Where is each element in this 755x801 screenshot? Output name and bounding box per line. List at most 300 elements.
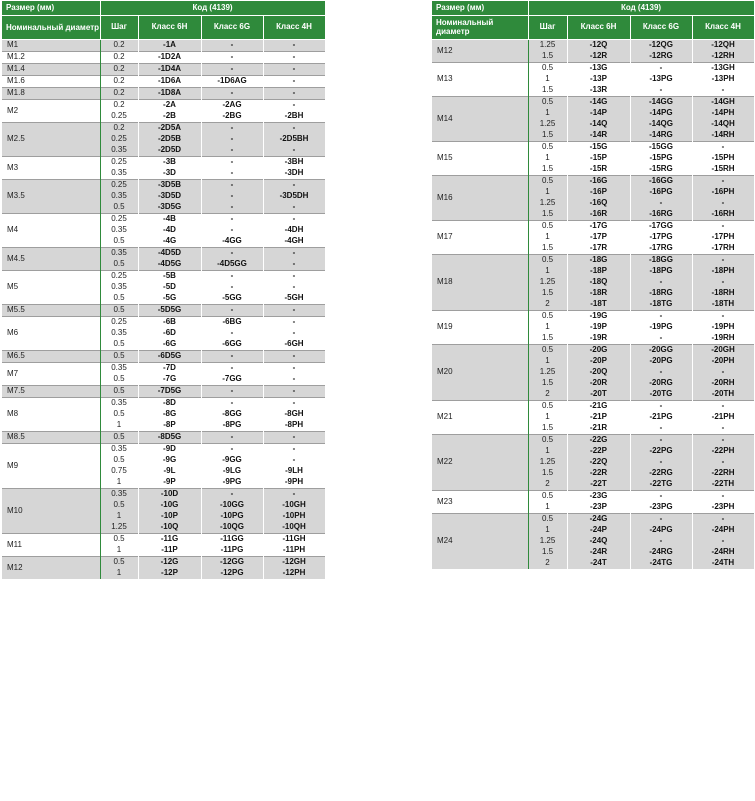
- table-row: [432, 513, 754, 525]
- table-row: [432, 220, 754, 232]
- thread-code-table-right: [432, 1, 755, 569]
- pitch-cell: 1: [100, 477, 138, 489]
- pitch-cell: 1: [528, 153, 567, 164]
- class-6g-cell: -18RG: [630, 288, 692, 299]
- pitch-cell: 1.5: [528, 164, 567, 176]
- pitch-cell: 2: [528, 299, 567, 311]
- class-6g-cell: -11GG: [201, 533, 263, 545]
- class-6h-cell: -16P: [567, 187, 630, 198]
- pitch-cell: 0.5: [100, 385, 138, 397]
- class-4h-cell: -8GH: [263, 409, 325, 420]
- pitch-cell: 0.75: [100, 466, 138, 477]
- class-6g-cell: -6BG: [201, 316, 263, 328]
- class-6g-cell: -6GG: [201, 339, 263, 351]
- class-4h-cell: -10QH: [263, 522, 325, 534]
- class-6h-cell: -9P: [138, 477, 201, 489]
- class-6g-cell: -2BG: [201, 111, 263, 123]
- pitch-cell: 1.5: [528, 468, 567, 479]
- class-6h-cell: -10P: [138, 511, 201, 522]
- pitch-cell: 2: [528, 558, 567, 569]
- class-4h-cell: -: [692, 367, 754, 378]
- class-4h-cell: -23PH: [692, 502, 754, 514]
- table-row: [2, 179, 325, 191]
- pitch-cell: 1.5: [528, 209, 567, 221]
- class-6h-cell: -5G: [138, 293, 201, 305]
- table-row: [2, 350, 325, 362]
- pitch-cell: 0.5: [100, 409, 138, 420]
- pitch-cell: 0.2: [100, 51, 138, 63]
- class-6g-cell: -: [201, 443, 263, 455]
- pitch-cell: 1.5: [528, 85, 567, 97]
- pitch-cell: 1.5: [528, 378, 567, 389]
- table-row: [432, 141, 754, 153]
- class-6h-cell: -22R: [567, 468, 630, 479]
- class-6h-cell: -12R: [567, 51, 630, 63]
- class-4h-cell: -: [692, 490, 754, 502]
- class-6h-cell: -2B: [138, 111, 201, 123]
- table-row: [432, 96, 754, 108]
- class-4h-cell: -: [692, 310, 754, 322]
- table-row: [2, 385, 325, 397]
- class-6h-cell: -18G: [567, 254, 630, 266]
- class-6g-cell: -14RG: [630, 130, 692, 142]
- class-4h-cell: -: [692, 513, 754, 525]
- class-6h-cell: -20Q: [567, 367, 630, 378]
- pitch-cell: 0.5: [528, 141, 567, 153]
- class-6g-cell: -4D5GG: [201, 259, 263, 271]
- class-6h-cell: -24T: [567, 558, 630, 569]
- class-6g-cell: -: [201, 202, 263, 214]
- class-6h-cell: -4G: [138, 236, 201, 248]
- class-6g-cell: -11PG: [201, 545, 263, 557]
- class-6h-cell: -18T: [567, 299, 630, 311]
- class-6h-cell: -13G: [567, 62, 630, 74]
- class-4h-cell: -9PH: [263, 477, 325, 489]
- class-4h-cell: -: [263, 443, 325, 455]
- pitch-cell: 0.25: [100, 134, 138, 145]
- class-6g-cell: -: [201, 247, 263, 259]
- class-6h-cell: -7D: [138, 362, 201, 374]
- class-4h-cell: -: [692, 198, 754, 209]
- class-6g-cell: -20PG: [630, 356, 692, 367]
- class-4h-cell: -12GH: [263, 556, 325, 568]
- class-4h-cell: -: [692, 277, 754, 288]
- class-6h-cell: -2A: [138, 99, 201, 111]
- class-4h-cell: -16RH: [692, 209, 754, 221]
- size-cell: M3: [2, 156, 100, 179]
- size-cell: M1.2: [2, 51, 100, 63]
- pitch-cell: 0.5: [100, 304, 138, 316]
- table-row: [2, 122, 325, 134]
- class-6h-cell: -7D5G: [138, 385, 201, 397]
- table-row: [2, 270, 325, 282]
- class-6g-cell: -: [201, 134, 263, 145]
- class-6g-cell: -8PG: [201, 420, 263, 432]
- class-4h-cell: -17RH: [692, 243, 754, 255]
- size-cell: M2.5: [2, 122, 100, 156]
- class-6h-cell: -16G: [567, 175, 630, 187]
- class-6h-cell: -24P: [567, 525, 630, 536]
- pitch-cell: 0.5: [528, 513, 567, 525]
- class-6h-cell: -6B: [138, 316, 201, 328]
- pitch-cell: 2: [528, 389, 567, 401]
- pitch-cell: 0.25: [100, 316, 138, 328]
- class-4h-cell: -17PH: [692, 232, 754, 243]
- table-row: [2, 63, 325, 75]
- pitch-cell: 2: [528, 479, 567, 491]
- table-row: [2, 397, 325, 409]
- class-4h-cell: -18TH: [692, 299, 754, 311]
- pitch-cell: 0.35: [100, 397, 138, 409]
- class-6g-cell: -20TG: [630, 389, 692, 401]
- class-6h-cell: -17G: [567, 220, 630, 232]
- class-6g-cell: -: [201, 431, 263, 443]
- class-6g-cell: -16RG: [630, 209, 692, 221]
- class-6g-cell: -4GG: [201, 236, 263, 248]
- table-row: [432, 490, 754, 502]
- class-4h-cell: -: [692, 254, 754, 266]
- class-6g-cell: -18TG: [630, 299, 692, 311]
- pitch-cell: 1.25: [528, 39, 567, 51]
- class-6h-cell: -20P: [567, 356, 630, 367]
- pitch-cell: 1.5: [528, 51, 567, 63]
- class-6h-cell: -9D: [138, 443, 201, 455]
- pitch-cell: 0.2: [100, 99, 138, 111]
- class-4h-cell: -: [692, 141, 754, 153]
- pitch-cell: 1: [528, 322, 567, 333]
- class-6g-cell: -14PG: [630, 108, 692, 119]
- pitch-cell: 1.5: [528, 130, 567, 142]
- table-row: [2, 362, 325, 374]
- class-4h-cell: -20PH: [692, 356, 754, 367]
- class-6h-cell: -5D5G: [138, 304, 201, 316]
- pitch-cell: 0.5: [100, 350, 138, 362]
- class-6h-cell: -13R: [567, 85, 630, 97]
- class-6g-cell: -20GG: [630, 344, 692, 356]
- class-4h-cell: -: [263, 122, 325, 134]
- pitch-cell: 1: [528, 502, 567, 514]
- class-4h-header: Класс 4H: [692, 15, 754, 39]
- class-4h-cell: -: [263, 328, 325, 339]
- size-cell: M15: [432, 141, 528, 175]
- class-6g-cell: -: [201, 179, 263, 191]
- class-4h-cell: -: [263, 431, 325, 443]
- class-6g-cell: -10PG: [201, 511, 263, 522]
- pitch-cell: 0.5: [100, 556, 138, 568]
- size-cell: M16: [432, 175, 528, 220]
- pitch-cell: 0.2: [100, 39, 138, 51]
- class-6g-cell: -22RG: [630, 468, 692, 479]
- size-cell: M7.5: [2, 385, 100, 397]
- class-6h-cell: -24Q: [567, 536, 630, 547]
- table-row: [432, 62, 754, 74]
- class-4h-cell: -: [263, 455, 325, 466]
- class-6g-cell: -1D6AG: [201, 75, 263, 87]
- class-6h-cell: -10G: [138, 500, 201, 511]
- size-cell: M6: [2, 316, 100, 350]
- class-4h-cell: -12QH: [692, 39, 754, 51]
- class-6g-cell: -16GG: [630, 175, 692, 187]
- pitch-cell: 0.5: [528, 490, 567, 502]
- class-6h-cell: -1A: [138, 39, 201, 51]
- class-6g-cell: -: [201, 362, 263, 374]
- class-4h-cell: -: [263, 316, 325, 328]
- class-6h-cell: -20G: [567, 344, 630, 356]
- nominal-diameter-header: Номинальный диаметр: [432, 15, 528, 39]
- pitch-cell: 0.5: [528, 344, 567, 356]
- size-cell: M11: [2, 533, 100, 556]
- class-4h-cell: -18PH: [692, 266, 754, 277]
- class-4h-cell: -: [692, 85, 754, 97]
- class-6g-cell: -: [201, 385, 263, 397]
- pitch-cell: 0.5: [100, 236, 138, 248]
- class-6g-cell: -10GG: [201, 500, 263, 511]
- class-6h-cell: -3D5B: [138, 179, 201, 191]
- pitch-cell: 1.25: [528, 277, 567, 288]
- class-6g-cell: -: [201, 122, 263, 134]
- class-6h-header: Класс 6H: [138, 15, 201, 39]
- class-6h-cell: -18P: [567, 266, 630, 277]
- pitch-cell: 0.25: [100, 270, 138, 282]
- class-6h-cell: -1D8A: [138, 87, 201, 99]
- class-4h-cell: -: [263, 213, 325, 225]
- pitch-cell: 1: [528, 187, 567, 198]
- class-6h-cell: -12P: [138, 568, 201, 579]
- pitch-cell: 0.2: [100, 63, 138, 75]
- class-6g-cell: -2AG: [201, 99, 263, 111]
- class-6g-cell: -: [201, 328, 263, 339]
- class-6g-cell: -: [201, 397, 263, 409]
- class-6g-cell: -12QG: [630, 39, 692, 51]
- pitch-cell: 0.5: [528, 434, 567, 446]
- class-6g-cell: -: [201, 63, 263, 75]
- pitch-cell: 1: [528, 108, 567, 119]
- pitch-cell: 1.5: [528, 547, 567, 558]
- pitch-cell: 0.35: [100, 168, 138, 180]
- class-6g-cell: -: [201, 156, 263, 168]
- class-6g-cell: -24PG: [630, 525, 692, 536]
- thread-code-table-left: [2, 1, 326, 579]
- table-row: [2, 316, 325, 328]
- pitch-cell: 1.25: [100, 522, 138, 534]
- class-6g-cell: -17RG: [630, 243, 692, 255]
- class-6g-cell: -18PG: [630, 266, 692, 277]
- table-row: [2, 247, 325, 259]
- class-6g-cell: -: [630, 400, 692, 412]
- pitch-cell: 0.5: [528, 220, 567, 232]
- class-6g-cell: -15PG: [630, 153, 692, 164]
- table-row: [432, 400, 754, 412]
- pitch-cell: 1.25: [528, 119, 567, 130]
- class-4h-cell: -: [263, 179, 325, 191]
- pitch-cell: 0.5: [528, 62, 567, 74]
- pitch-cell: 0.5: [528, 254, 567, 266]
- size-cell: M12: [432, 39, 528, 62]
- class-6g-cell: -8GG: [201, 409, 263, 420]
- pitch-cell: 0.5: [528, 96, 567, 108]
- pitch-cell: 1.25: [528, 367, 567, 378]
- class-6h-cell: -3D5G: [138, 202, 201, 214]
- class-4h-cell: -4GH: [263, 236, 325, 248]
- class-6g-cell: -: [201, 39, 263, 51]
- class-6h-cell: -22Q: [567, 457, 630, 468]
- class-6h-cell: -20T: [567, 389, 630, 401]
- pitch-cell: 1: [528, 356, 567, 367]
- class-6g-cell: -: [201, 191, 263, 202]
- size-cell: M13: [432, 62, 528, 96]
- pitch-cell: 0.5: [100, 339, 138, 351]
- class-4h-cell: -: [263, 63, 325, 75]
- class-6h-cell: -21R: [567, 423, 630, 435]
- class-6g-cell: -: [201, 168, 263, 180]
- class-6h-cell: -8P: [138, 420, 201, 432]
- class-6h-cell: -21G: [567, 400, 630, 412]
- class-6h-cell: -11G: [138, 533, 201, 545]
- table-row: [432, 344, 754, 356]
- class-6h-cell: -12Q: [567, 39, 630, 51]
- class-6g-cell: -: [201, 51, 263, 63]
- class-6h-cell: -19R: [567, 333, 630, 345]
- class-6g-cell: -21PG: [630, 412, 692, 423]
- size-cell: M20: [432, 344, 528, 400]
- class-6g-cell: -: [630, 536, 692, 547]
- nominal-diameter-header: Номинальный диаметр: [2, 15, 100, 39]
- class-6g-cell: -9PG: [201, 477, 263, 489]
- class-4h-cell: -: [263, 488, 325, 500]
- size-mm-header: Размер (мм): [2, 1, 100, 15]
- size-cell: M12: [2, 556, 100, 579]
- class-4h-cell: -19PH: [692, 322, 754, 333]
- class-6g-cell: -: [630, 198, 692, 209]
- pitch-cell: 0.35: [100, 282, 138, 293]
- class-4h-cell: -: [263, 51, 325, 63]
- class-6g-cell: -16PG: [630, 187, 692, 198]
- class-6g-cell: -9LG: [201, 466, 263, 477]
- code-header: Код (4139): [100, 1, 325, 15]
- pitch-cell: 1.5: [528, 288, 567, 299]
- class-6h-cell: -1D2A: [138, 51, 201, 63]
- class-6h-cell: -17R: [567, 243, 630, 255]
- pitch-cell: 0.25: [100, 156, 138, 168]
- pitch-header: Шаг: [100, 15, 138, 39]
- class-4h-cell: -11PH: [263, 545, 325, 557]
- size-cell: M8: [2, 397, 100, 431]
- class-4h-cell: -: [692, 423, 754, 435]
- pitch-cell: 1: [100, 420, 138, 432]
- class-4h-cell: -: [263, 270, 325, 282]
- table-row: [2, 99, 325, 111]
- class-4h-cell: -9LH: [263, 466, 325, 477]
- pitch-cell: 0.5: [528, 310, 567, 322]
- class-6g-cell: -: [201, 225, 263, 236]
- class-4h-cell: -: [263, 39, 325, 51]
- class-4h-cell: -10GH: [263, 500, 325, 511]
- table-row: [2, 213, 325, 225]
- class-4h-cell: -11GH: [263, 533, 325, 545]
- class-4h-cell: -19RH: [692, 333, 754, 345]
- class-4h-cell: -: [263, 350, 325, 362]
- size-cell: M3.5: [2, 179, 100, 213]
- class-4h-cell: -22TH: [692, 479, 754, 491]
- class-6g-cell: -: [630, 310, 692, 322]
- pitch-cell: 0.5: [100, 293, 138, 305]
- class-6g-cell: -14GG: [630, 96, 692, 108]
- class-6h-cell: -15P: [567, 153, 630, 164]
- class-6h-cell: -2D5A: [138, 122, 201, 134]
- class-4h-cell: -: [263, 374, 325, 386]
- class-6h-cell: -19P: [567, 322, 630, 333]
- class-6h-cell: -15R: [567, 164, 630, 176]
- pitch-cell: 0.5: [100, 533, 138, 545]
- class-4h-cell: -: [263, 99, 325, 111]
- pitch-cell: 1: [528, 266, 567, 277]
- class-6g-cell: -: [201, 304, 263, 316]
- table-row: [432, 310, 754, 322]
- class-4h-cell: -: [263, 282, 325, 293]
- class-4h-cell: -: [263, 75, 325, 87]
- class-4h-cell: -10PH: [263, 511, 325, 522]
- class-6g-cell: -18GG: [630, 254, 692, 266]
- pitch-cell: 1: [528, 412, 567, 423]
- pitch-cell: 0.5: [100, 455, 138, 466]
- pitch-cell: 0.5: [100, 259, 138, 271]
- size-cell: M10: [2, 488, 100, 533]
- class-6g-cell: -: [630, 434, 692, 446]
- class-6h-cell: -16R: [567, 209, 630, 221]
- class-4h-cell: -3D5DH: [263, 191, 325, 202]
- pitch-cell: 1: [528, 446, 567, 457]
- class-4h-cell: -15PH: [692, 153, 754, 164]
- class-6h-cell: -18R: [567, 288, 630, 299]
- class-4h-cell: -: [263, 362, 325, 374]
- pitch-cell: 1: [528, 74, 567, 85]
- class-6g-cell: -: [201, 87, 263, 99]
- pitch-cell: 0.25: [100, 179, 138, 191]
- size-cell: M18: [432, 254, 528, 310]
- class-6h-cell: -24G: [567, 513, 630, 525]
- class-4h-cell: -15RH: [692, 164, 754, 176]
- class-6g-header: Класс 6G: [201, 15, 263, 39]
- class-6h-cell: -3D5D: [138, 191, 201, 202]
- class-6g-cell: -20RG: [630, 378, 692, 389]
- class-6g-cell: -14QG: [630, 119, 692, 130]
- class-6h-cell: -12G: [138, 556, 201, 568]
- code-header: Код (4139): [528, 1, 754, 15]
- size-cell: M4: [2, 213, 100, 247]
- class-6g-cell: -: [630, 457, 692, 468]
- class-6g-cell: -: [201, 282, 263, 293]
- class-4h-cell: -12PH: [263, 568, 325, 579]
- size-cell: M1.6: [2, 75, 100, 87]
- size-cell: M14: [432, 96, 528, 141]
- table-row: [432, 434, 754, 446]
- class-6h-cell: -1D6A: [138, 75, 201, 87]
- class-6g-cell: -24TG: [630, 558, 692, 569]
- class-6h-cell: -10Q: [138, 522, 201, 534]
- class-6h-cell: -5B: [138, 270, 201, 282]
- size-cell: M5: [2, 270, 100, 304]
- class-4h-cell: -: [692, 457, 754, 468]
- size-cell: M5.5: [2, 304, 100, 316]
- class-4h-cell: -: [263, 145, 325, 157]
- class-6h-cell: -4D5G: [138, 259, 201, 271]
- class-6g-cell: -12PG: [201, 568, 263, 579]
- pitch-cell: 1: [528, 525, 567, 536]
- pitch-cell: 1.5: [528, 423, 567, 435]
- class-6h-cell: -17P: [567, 232, 630, 243]
- class-6g-cell: -23PG: [630, 502, 692, 514]
- size-cell: M1.4: [2, 63, 100, 75]
